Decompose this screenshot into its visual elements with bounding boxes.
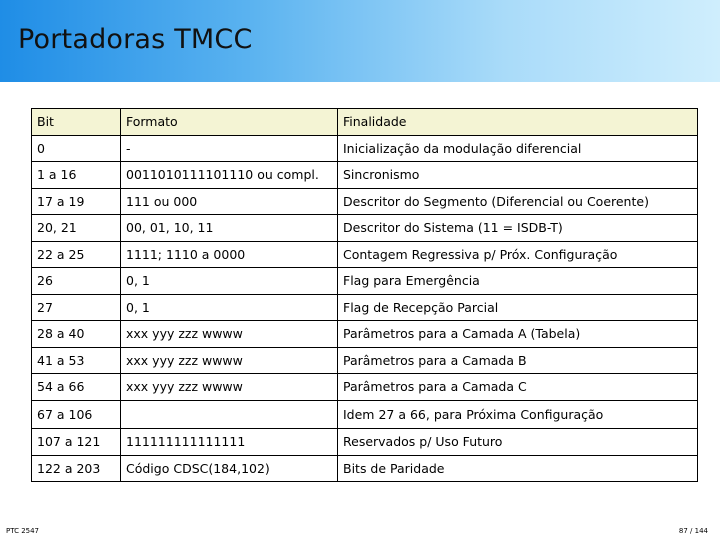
cell-formato: - <box>121 135 338 162</box>
cell-bit: 17 a 19 <box>32 188 121 215</box>
cell-finalidade: Descritor do Segmento (Diferencial ou Coerente) <box>338 188 698 215</box>
cell-bit: 54 a 66 <box>32 374 121 401</box>
table-header-row <box>32 109 698 136</box>
cell-finalidade: Sincronismo <box>338 162 698 189</box>
cell-formato: Código CDSC(184,102) <box>121 455 338 482</box>
cell-formato: 0, 1 <box>121 294 338 321</box>
cell-formato: 0011010111101110 ou compl. <box>121 162 338 189</box>
footer-course-code: PTC 2547 <box>6 527 40 535</box>
cell-formato: 111111111111111 <box>121 429 338 456</box>
cell-finalidade: Parâmetros para a Camada C <box>338 374 698 401</box>
cell-finalidade: Bits de Paridade <box>338 455 698 482</box>
table-row <box>32 135 698 162</box>
cell-formato: 111 ou 000 <box>121 188 338 215</box>
cell-bit: 107 a 121 <box>32 429 121 456</box>
cell-finalidade: Flag para Emergência <box>338 268 698 295</box>
table-row <box>32 215 698 242</box>
table-row <box>32 429 698 456</box>
cell-formato <box>121 400 338 429</box>
cell-bit: 20, 21 <box>32 215 121 242</box>
tmcc-table <box>31 108 698 482</box>
table-row <box>32 374 698 401</box>
cell-bit: 41 a 53 <box>32 347 121 374</box>
cell-formato: 00, 01, 10, 11 <box>121 215 338 242</box>
header-finalidade: Finalidade <box>338 109 698 136</box>
cell-finalidade: Parâmetros para a Camada A (Tabela) <box>338 321 698 348</box>
table-row <box>32 400 698 429</box>
cell-formato: xxx yyy zzz wwww <box>121 374 338 401</box>
header-bit: Bit <box>32 109 121 136</box>
cell-bit: 22 a 25 <box>32 241 121 268</box>
table-row <box>32 162 698 189</box>
table-row <box>32 321 698 348</box>
cell-bit: 122 a 203 <box>32 455 121 482</box>
cell-finalidade: Reservados p/ Uso Futuro <box>338 429 698 456</box>
table-row <box>32 268 698 295</box>
cell-bit: 27 <box>32 294 121 321</box>
cell-formato: 0, 1 <box>121 268 338 295</box>
footer-page-number: 87 / 144 <box>678 527 708 535</box>
table-row <box>32 455 698 482</box>
cell-bit: 67 a 106 <box>32 400 121 429</box>
cell-formato: xxx yyy zzz wwww <box>121 321 338 348</box>
table-row <box>32 347 698 374</box>
header-formato: Formato <box>121 109 338 136</box>
table-row <box>32 294 698 321</box>
cell-finalidade: Flag de Recepção Parcial <box>338 294 698 321</box>
cell-bit: 1 a 16 <box>32 162 121 189</box>
cell-finalidade: Parâmetros para a Camada B <box>338 347 698 374</box>
table-row <box>32 188 698 215</box>
cell-formato: xxx yyy zzz wwww <box>121 347 338 374</box>
cell-bit: 26 <box>32 268 121 295</box>
cell-bit: 0 <box>32 135 121 162</box>
cell-bit: 28 a 40 <box>32 321 121 348</box>
cell-finalidade: Descritor do Sistema (11 = ISDB-T) <box>338 215 698 242</box>
cell-formato: 1111; 1110 a 0000 <box>121 241 338 268</box>
cell-finalidade: Idem 27 a 66, para Próxima Configuração <box>338 400 698 429</box>
cell-finalidade: Contagem Regressiva p/ Próx. Configuração <box>338 241 698 268</box>
table-row <box>32 241 698 268</box>
slide-title: Portadoras TMCC <box>18 24 253 55</box>
cell-finalidade: Inicialização da modulação diferencial <box>338 135 698 162</box>
